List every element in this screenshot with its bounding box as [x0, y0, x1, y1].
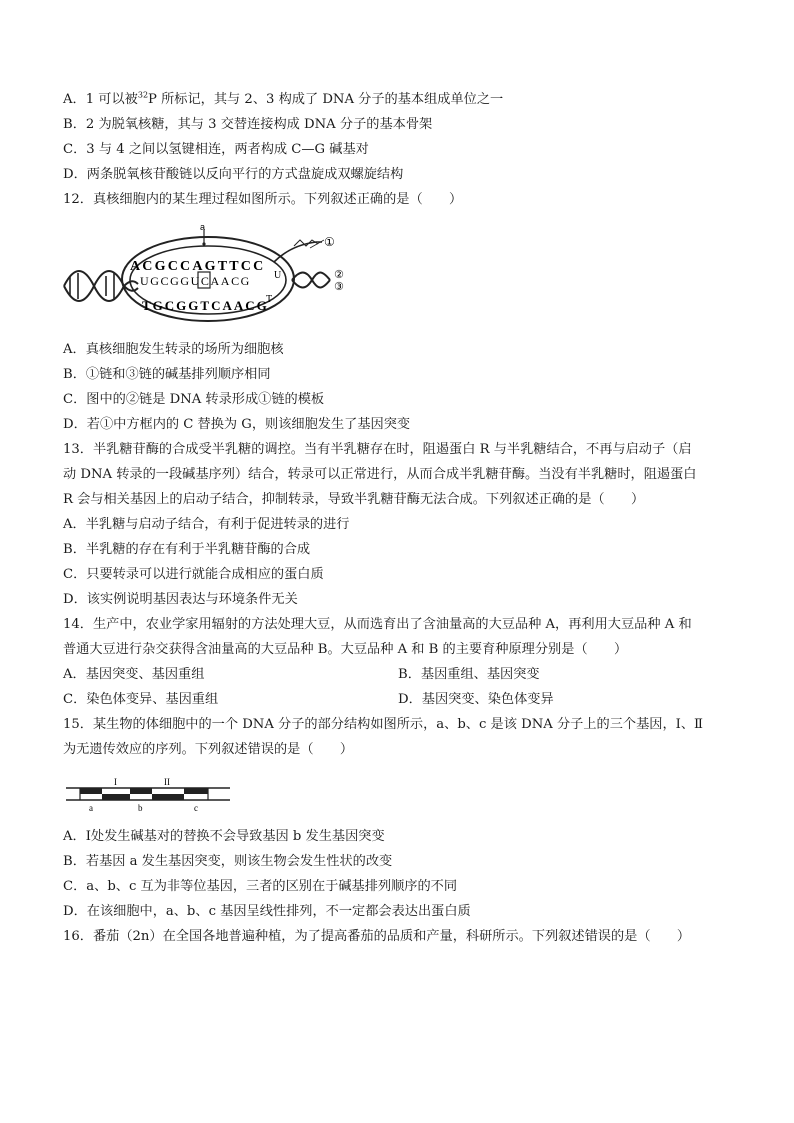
- q12-option-d: D．若①中方框内的 C 替换为 G，则该细胞发生了基因突变: [63, 417, 411, 432]
- q16-stem: 16．番茄（2n）在全国各地普遍种植，为了提高番茄的品质和产量，科研所示。下列叙述错误的是（ ）: [63, 929, 691, 944]
- q13-stem-line3: R 会与相关基因上的启动子结合，抑制转录，导致半乳糖苷酶无法合成。下列叙述正确的是（ ）: [63, 492, 645, 507]
- rna-strand-sequence: UGCGGUCAACG: [140, 274, 251, 288]
- q15-stem-line2: 为无遗传效应的序列。下列叙述错误的是（ ）: [63, 742, 354, 757]
- q12-option-c: C．图中的②链是 DNA 转录形成①链的模板: [63, 392, 325, 407]
- t-label: T: [266, 294, 273, 305]
- q15-dna-segment-figure: [64, 776, 234, 814]
- q15-stem-line1: 15．某生物的体细胞中的一个 DNA 分子的部分结构如图所示，a、b、c 是该 DNA 分子上的三个基因，Ⅰ、Ⅱ: [63, 717, 703, 732]
- q13-stem-line2: 动 DNA 转录的一段碱基序列）结合，转录可以正常进行，从而合成半乳糖苷酶。当没有半乳糖时，阻遏蛋白: [63, 467, 697, 482]
- gene-b-block: [130, 788, 152, 794]
- q11-option-d: D．两条脱氧核苷酸链以反向平行的方式盘旋成双螺旋结构: [63, 167, 404, 182]
- gene-a-block: [80, 788, 102, 794]
- label-1: ①: [324, 235, 335, 249]
- q14-option-d: D．基因突变、染色体变异: [398, 692, 554, 707]
- label-a: a: [200, 222, 206, 232]
- q12-option-a: A．真核细胞发生转录的场所为细胞核: [63, 342, 284, 357]
- q15-option-c: C．a、b、c 互为非等位基因，三者的区别在于碱基排列顺序的不同: [63, 879, 458, 894]
- label-a: a: [89, 803, 93, 813]
- label-2: ②: [334, 268, 344, 281]
- gene-c-block: [184, 788, 208, 794]
- q13-stem-line1: 13．半乳糖苷酶的合成受半乳糖的调控。当有半乳糖存在时，阻遏蛋白 R 与半乳糖结合，不再与启动子（启: [63, 442, 692, 457]
- q13-option-d: D．该实例说明基因表达与环境条件无关: [63, 592, 298, 607]
- q11-option-a: A．1 可以被$^{32}$P 所标记，其与 2、3 构成了 DNA 分子的基本组成单位之一: [63, 90, 504, 107]
- label-3: ③: [334, 280, 344, 293]
- q13-option-b: B．半乳糖的存在有利于半乳糖苷酶的合成: [63, 542, 311, 557]
- label-I: I: [114, 777, 117, 787]
- q14-option-c: C．染色体变异、基因重组: [63, 692, 219, 707]
- q11-option-b: B．2 为脱氧核糖，其与 3 交替连接构成 DNA 分子的基本骨架: [63, 117, 433, 132]
- q13-option-c: C．只要转录可以进行就能合成相应的蛋白质: [63, 567, 324, 582]
- q11-option-c: C．3 与 4 之间以氢键相连，两者构成 C—G 碱基对: [63, 142, 369, 157]
- q13-option-a: A．半乳糖与启动子结合，有利于促进转录的进行: [63, 517, 350, 532]
- left-helix: [64, 271, 124, 301]
- label-b: b: [138, 803, 143, 813]
- top-strand-sequence: ACGCCAGTTCC: [130, 259, 266, 274]
- q12-option-b: B．①链和③链的碱基排列顺序相同: [63, 367, 271, 382]
- q14-option-b: B．基因重组、基因突变: [398, 667, 540, 682]
- q15-option-b: B．若基因 a 发生基因突变，则该生物会发生性状的改变: [63, 854, 393, 869]
- q15-option-d: D．在该细胞中，a、b、c 基因呈线性排列，不一定都会表达出蛋白质: [63, 904, 471, 919]
- u-label: U: [274, 270, 282, 281]
- label-II: II: [164, 777, 170, 787]
- q12-transcription-figure: [60, 222, 360, 334]
- q12-stem: 12．真核细胞内的某生理过程如图所示。下列叙述正确的是（ ）: [63, 192, 463, 207]
- q14-stem-line1: 14．生产中，农业学家用辐射的方法处理大豆，从而选育出了含油量高的大豆品种 A，再利用大豆品种 A 和: [63, 617, 692, 632]
- q14-option-a: A．基因突变、基因重组: [63, 667, 205, 682]
- label-c: c: [194, 803, 198, 813]
- bottom-strand-sequence: TGCGGTCAACG: [142, 298, 269, 313]
- q14-stem-line2: 普通大豆进行杂交获得含油量高的大豆品种 B。大豆品种 A 和 B 的主要育种原理分别是（ ）: [63, 642, 628, 657]
- q15-option-a: A．Ⅰ处发生碱基对的替换不会导致基因 b 发生基因突变: [63, 829, 385, 844]
